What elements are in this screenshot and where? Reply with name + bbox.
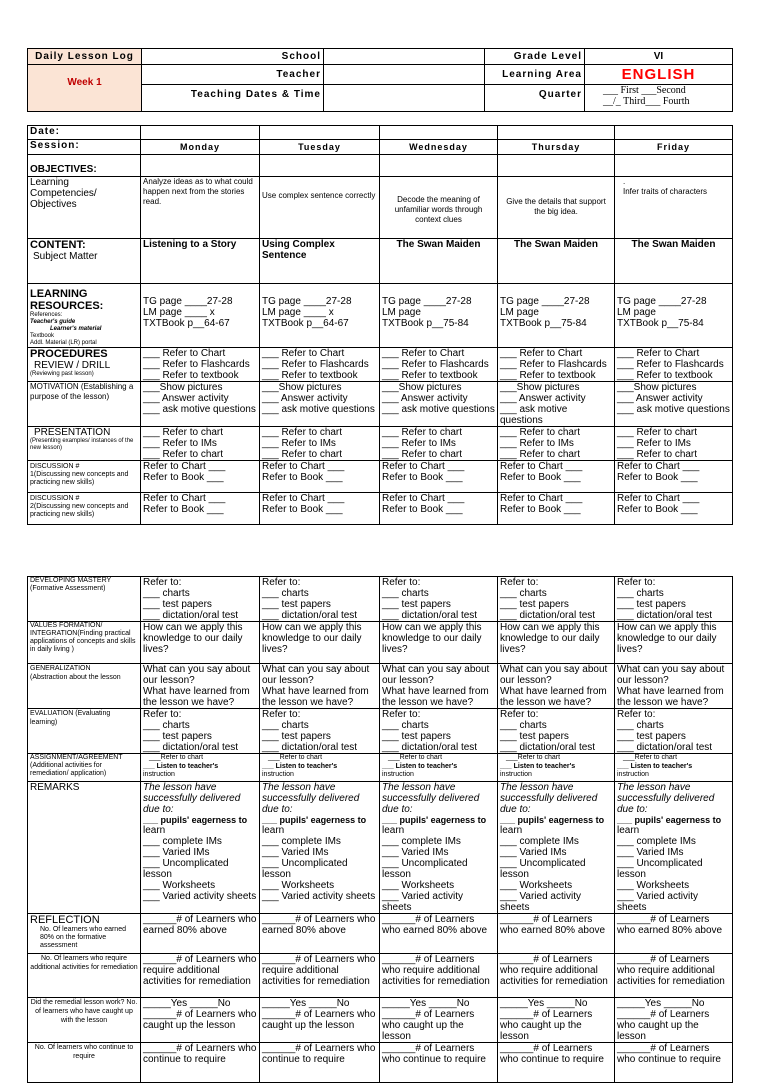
lesson-plan-table-2 bbox=[27, 576, 733, 1083]
remediation-friday: ______# of Learners who require additional activities for remediation bbox=[615, 954, 733, 998]
week-label: Week 1 bbox=[28, 65, 142, 112]
reflection-label-cell bbox=[28, 914, 141, 954]
learning-area-value: ENGLISH bbox=[585, 65, 733, 85]
grade-level-value: VI bbox=[585, 49, 733, 65]
reflection-tuesday: ______# of Learners who earned 80% above bbox=[260, 914, 380, 954]
values-tuesday: How can we apply this knowledge to our daily lives? bbox=[260, 622, 380, 664]
remarks-eagerness: ___ pupils' eagerness to bbox=[500, 815, 605, 825]
mastery-tuesday: Refer to: ___ charts ___ test papers ___ dictation/oral test bbox=[260, 577, 380, 622]
discussion-1-monday: Refer to Chart ___ Refer to Book ___ bbox=[141, 461, 260, 493]
resources-friday: TG page ____27-28 LM page TXTBook p__75-84 bbox=[615, 284, 733, 348]
teacher-label: Teacher bbox=[142, 65, 324, 85]
date-label: Date: bbox=[28, 126, 141, 140]
motivation-thursday: ___Show pictures ___ Answer activity ___ ask motive questions bbox=[498, 382, 615, 427]
remedial-friday: _____Yes _____No ______# of Learners who caught up the lesson bbox=[615, 998, 733, 1043]
continue-monday: ______# of Learners who continue to require bbox=[141, 1043, 260, 1083]
assignment-instruction: instruction bbox=[262, 771, 294, 778]
procedures-heading: PROCEDURES bbox=[30, 348, 108, 360]
evaluation-wednesday: Refer to: ___ charts ___ test papers ___ dictation/oral test bbox=[380, 709, 498, 754]
discussion-1-friday: Refer to Chart ___ Refer to Book ___ bbox=[615, 461, 733, 493]
grade-level-label: Grade Level bbox=[485, 49, 585, 65]
generalization-thursday: What can you say about our lesson? What have learned from the lesson we have? bbox=[498, 664, 615, 709]
review-tuesday: ___ Refer to Chart ___ Refer to Flashcards ___ Refer to textbook bbox=[260, 348, 380, 382]
objective-wednesday: Decode the meaning of unfamiliar words through context clues bbox=[380, 177, 498, 239]
remedial-wednesday: _____Yes _____No ______# of Learners who caught up the lesson bbox=[380, 998, 498, 1043]
remarks-eagerness: ___ pupils' eagerness to bbox=[262, 815, 367, 825]
content-label-cell bbox=[28, 239, 141, 284]
discussion-2-label: DISCUSSION # 2(Discussing new concepts and practicing new skills) bbox=[28, 493, 141, 525]
remarks-intro: The lesson have successfully delivered due to: bbox=[617, 782, 715, 815]
remediation-monday: ______# of Learners who require additional activities for remediation bbox=[141, 954, 260, 998]
discussion-1-tuesday: Refer to Chart ___ Refer to Book ___ bbox=[260, 461, 380, 493]
mastery-monday: Refer to: ___ charts ___ test papers ___ dictation/oral test bbox=[141, 577, 260, 622]
day-friday: Friday bbox=[615, 140, 733, 155]
assignment-instruction: instruction bbox=[500, 771, 532, 778]
review-wednesday: ___ Refer to Chart ___ Refer to Flashcards ___ Refer to textbook bbox=[380, 348, 498, 382]
day-thursday: Thursday bbox=[498, 140, 615, 155]
assignment-label: ASSIGNMENT/AGREEMENT (Additional activities for remediation/ application) bbox=[28, 754, 141, 782]
evaluation-friday: Refer to: ___ charts ___ test papers ___ dictation/oral test bbox=[615, 709, 733, 754]
quarter-label: Quarter bbox=[485, 85, 585, 112]
remarks-friday bbox=[615, 782, 733, 914]
remarks-intro: The lesson have successfully delivered due to: bbox=[143, 782, 241, 815]
reflection-label: REFLECTION bbox=[30, 914, 100, 926]
quarter-line-2: __/_ Third___ Fourth bbox=[603, 96, 690, 107]
day-monday: Monday bbox=[141, 140, 260, 155]
review-drill-sub: (Reviewing past lesson) bbox=[30, 371, 94, 377]
generalization-label: GENERALIZATION (Abstraction about the lesson bbox=[28, 664, 141, 709]
objective-thursday: Give the details that support the big idea. bbox=[498, 177, 615, 239]
continue-require-label: No. Of learners who continue to require bbox=[28, 1043, 141, 1083]
learning-area-label: Learning Area bbox=[485, 65, 585, 85]
content-heading: CONTENT: bbox=[30, 239, 86, 251]
resources-wednesday: TG page ____27-28 LM page TXTBook p__75-84 bbox=[380, 284, 498, 348]
assignment-chart: ___Refer to chart bbox=[149, 754, 204, 761]
references-label: References: bbox=[30, 312, 63, 318]
assignment-chart: ___Refer to chart bbox=[506, 754, 561, 761]
remedial-thursday: _____Yes _____No ______# of Learners who caught up the lesson bbox=[498, 998, 615, 1043]
presentation-label: PRESENTATION bbox=[34, 427, 111, 438]
remarks-eagerness: ___ pupils' eagerness to bbox=[143, 815, 248, 825]
values-wednesday: How can we apply this knowledge to our daily lives? bbox=[380, 622, 498, 664]
objectives-heading: OBJECTIVES: bbox=[28, 155, 141, 177]
evaluation-label: EVALUATION (Evaluating learning) bbox=[28, 709, 141, 754]
remarks-eagerness: ___ pupils' eagerness to bbox=[617, 815, 722, 825]
remarks-list: learn ___ complete IMs ___ Varied IMs ___ Uncomplicated lesson ___ Worksheets ___ Varied activity sheets bbox=[382, 825, 468, 913]
mastery-friday: Refer to: ___ charts ___ test papers ___ dictation/oral test bbox=[615, 577, 733, 622]
quarter-line-1: ___ First ___Second bbox=[603, 85, 686, 96]
content-wednesday: The Swan Maiden bbox=[380, 239, 498, 284]
generalization-wednesday: What can you say about our lesson? What have learned from the lesson we have? bbox=[380, 664, 498, 709]
school-value bbox=[324, 49, 485, 65]
values-monday: How can we apply this knowledge to our daily lives? bbox=[141, 622, 260, 664]
motivation-monday: ___Show pictures ___ Answer activity ___ ask motive questions bbox=[141, 382, 260, 427]
discussion-1-wednesday: Refer to Chart ___ Refer to Book ___ bbox=[380, 461, 498, 493]
objective-friday bbox=[615, 177, 733, 239]
discussion-2-monday: Refer to Chart ___ Refer to Book ___ bbox=[141, 493, 260, 525]
additional-material-label: Addl. Material (LR) portal bbox=[30, 340, 97, 346]
learning-resources-label-cell bbox=[28, 284, 141, 348]
assignment-chart: ___Refer to chart bbox=[623, 754, 678, 761]
assignment-chart: ___Refer to chart bbox=[268, 754, 323, 761]
developing-mastery-label: DEVELOPING MASTERY (Formative Assessment) bbox=[28, 577, 141, 622]
friday-mark: . bbox=[623, 177, 626, 186]
generalization-friday: What can you say about our lesson? What have learned from the lesson we have? bbox=[615, 664, 733, 709]
objective-monday: Analyze ideas as to what could happen next from the stories read. bbox=[141, 177, 260, 239]
content-thursday: The Swan Maiden bbox=[498, 239, 615, 284]
assignment-listen: ___ Listen to teacher's bbox=[382, 763, 458, 770]
review-friday: ___ Refer to Chart ___ Refer to Flashcards ___ Refer to textbook bbox=[615, 348, 733, 382]
learners-material-label: Learner's material bbox=[50, 326, 102, 332]
mastery-thursday: Refer to: ___ charts ___ test papers ___ dictation/oral test bbox=[498, 577, 615, 622]
presentation-friday: ___ Refer to chart ___ Refer to IMs ___ Refer to chart bbox=[615, 427, 733, 461]
presentation-tuesday: ___ Refer to chart ___ Refer to IMs ___ Refer to chart bbox=[260, 427, 380, 461]
remarks-intro: The lesson have successfully delivered due to: bbox=[262, 782, 360, 815]
discussion-2-thursday: Refer to Chart ___ Refer to Book ___ bbox=[498, 493, 615, 525]
textbook-label: Textbook bbox=[30, 333, 55, 339]
continue-tuesday: ______# of Learners who continue to require bbox=[260, 1043, 380, 1083]
mastery-wednesday: Refer to: ___ charts ___ test papers ___ dictation/oral test bbox=[380, 577, 498, 622]
motivation-wednesday: ___Show pictures ___ Answer activity ___ ask motive questions bbox=[380, 382, 498, 427]
remarks-intro: The lesson have successfully delivered due to: bbox=[500, 782, 598, 815]
objective-tuesday: Use complex sentence correctly bbox=[260, 177, 380, 239]
learning-resources-heading: LEARNING RESOURCES: bbox=[30, 288, 104, 312]
lesson-plan-table-1 bbox=[27, 125, 733, 525]
remarks-list: learn ___ complete IMs ___ Varied IMs ___ Uncomplicated lesson ___ Worksheets ___ Varied activity sheets bbox=[617, 825, 703, 913]
remediation-thursday: ______# of Learners who require additional activities for remediation bbox=[498, 954, 615, 998]
values-thursday: How can we apply this knowledge to our daily lives? bbox=[498, 622, 615, 664]
motivation-label: MOTIVATION (Establishing a purpose of the lesson) bbox=[28, 382, 141, 427]
daily-lesson-log-title: Daily Lesson Log bbox=[28, 49, 142, 65]
remarks-tuesday bbox=[260, 782, 380, 914]
remedial-tuesday: _____Yes _____No ______# of Learners who caught up the lesson bbox=[260, 998, 380, 1043]
discussion-1-thursday: Refer to Chart ___ Refer to Book ___ bbox=[498, 461, 615, 493]
presentation-wednesday: ___ Refer to chart ___ Refer to IMs ___ Refer to chart bbox=[380, 427, 498, 461]
content-monday: Listening to a Story bbox=[141, 239, 260, 284]
reflection-sub: No. Of learners who earned 80% on the formative assessment bbox=[40, 926, 126, 949]
evaluation-thursday: Refer to: ___ charts ___ test papers ___ dictation/oral test bbox=[498, 709, 615, 754]
assignment-thursday bbox=[498, 754, 615, 782]
remarks-list: learn ___ complete IMs ___ Varied IMs ___ Uncomplicated lesson ___ Worksheets ___ Varied activity sheets bbox=[143, 825, 257, 902]
presentation-monday: ___ Refer to chart ___ Refer to IMs ___ Refer to chart bbox=[141, 427, 260, 461]
assignment-friday bbox=[615, 754, 733, 782]
generalization-monday: What can you say about our lesson? What have learned from the lesson we have? bbox=[141, 664, 260, 709]
header-table bbox=[27, 48, 733, 112]
discussion-2-friday: Refer to Chart ___ Refer to Book ___ bbox=[615, 493, 733, 525]
remarks-monday bbox=[141, 782, 260, 914]
assignment-listen: ___ Listen to teacher's bbox=[500, 763, 576, 770]
generalization-tuesday: What can you say about our lesson? What have learned from the lesson we have? bbox=[260, 664, 380, 709]
review-thursday: ___ Refer to Chart ___ Refer to Flashcards ___ Refer to textbook bbox=[498, 348, 615, 382]
remedial-monday: _____Yes _____No ______# of Learners who caught up the lesson bbox=[141, 998, 260, 1043]
teaching-dates-value bbox=[324, 85, 485, 112]
assignment-wednesday bbox=[380, 754, 498, 782]
motivation-friday: ___Show pictures ___ Answer activity ___ ask motive questions bbox=[615, 382, 733, 427]
reflection-wednesday: ______# of Learners who earned 80% above bbox=[380, 914, 498, 954]
remarks-label: REMARKS bbox=[28, 782, 141, 914]
reflection-friday: ______# of Learners who earned 80% above bbox=[615, 914, 733, 954]
assignment-chart: ___Refer to chart bbox=[388, 754, 443, 761]
assignment-listen: ___ Listen to teacher's bbox=[143, 763, 219, 770]
review-drill-label: REVIEW / DRILL bbox=[34, 360, 111, 371]
assignment-listen: ___ Listen to teacher's bbox=[262, 763, 338, 770]
discussion-1-label: DISCUSSION # 1(Discussing new concepts and practicing new skills) bbox=[28, 461, 141, 493]
presentation-thursday: ___ Refer to chart ___ Refer to IMs ___ Refer to chart bbox=[498, 427, 615, 461]
content-friday: The Swan Maiden bbox=[615, 239, 733, 284]
continue-friday: ______# of Learners who continue to require bbox=[615, 1043, 733, 1083]
assignment-tuesday bbox=[260, 754, 380, 782]
remarks-wednesday bbox=[380, 782, 498, 914]
remarks-eagerness: ___ pupils' eagerness to bbox=[382, 815, 487, 825]
subject-matter-label: Subject Matter bbox=[33, 251, 98, 262]
motivation-tuesday: ___Show pictures ___ Answer activity ___ ask motive questions bbox=[260, 382, 380, 427]
resources-thursday: TG page ____27-28 LM page TXTBook p__75-84 bbox=[498, 284, 615, 348]
assignment-listen: ___ Listen to teacher's bbox=[617, 763, 693, 770]
day-wednesday: Wednesday bbox=[380, 140, 498, 155]
session-label: Session: bbox=[28, 140, 141, 155]
reflection-thursday: ______# of Learners who earned 80% above bbox=[498, 914, 615, 954]
resources-monday: TG page ____27-28 LM page ____ x TXTBook p__64-67 bbox=[141, 284, 260, 348]
remediation-tuesday: ______# of Learners who require additional activities for remediation bbox=[260, 954, 380, 998]
day-tuesday: Tuesday bbox=[260, 140, 380, 155]
review-monday: ___ Refer to Chart ___ Refer to Flashcards ___ Refer to textbook bbox=[141, 348, 260, 382]
evaluation-monday: Refer to: ___ charts ___ test papers ___ dictation/oral test bbox=[141, 709, 260, 754]
teachers-guide-label: Teacher's guide bbox=[30, 319, 76, 325]
assignment-instruction: instruction bbox=[382, 771, 414, 778]
learning-competencies-label: Learning Competencies/ Objectives bbox=[28, 177, 141, 239]
values-formation-label: VALUES FORMATION/ INTEGRATION(Finding practical applications of concepts and skills in daily living ) bbox=[28, 622, 141, 664]
teaching-dates-label: Teaching Dates & Time bbox=[142, 85, 324, 112]
remarks-thursday bbox=[498, 782, 615, 914]
discussion-2-tuesday: Refer to Chart ___ Refer to Book ___ bbox=[260, 493, 380, 525]
assignment-instruction: instruction bbox=[617, 771, 649, 778]
content-tuesday: Using Complex Sentence bbox=[260, 239, 380, 284]
teacher-value bbox=[324, 65, 485, 85]
evaluation-tuesday: Refer to: ___ charts ___ test papers ___ dictation/oral test bbox=[260, 709, 380, 754]
remarks-list: learn ___ complete IMs ___ Varied IMs ___ Uncomplicated lesson ___ Worksheets ___ Varied activity sheets bbox=[262, 825, 376, 902]
remarks-intro: The lesson have successfully delivered due to: bbox=[382, 782, 480, 815]
presentation-sub: (Presenting examples/ instances of the new lesson) bbox=[30, 438, 134, 451]
quarter-value bbox=[585, 85, 733, 112]
assignment-monday bbox=[141, 754, 260, 782]
remediation-label: No. Of learners who require additional activities for remediation bbox=[28, 954, 141, 998]
reflection-monday: ______# of Learners who earned 80% above bbox=[141, 914, 260, 954]
resources-tuesday: TG page ____27-28 LM page ____ x TXTBook p__64-67 bbox=[260, 284, 380, 348]
remediation-wednesday: ______# of Learners who require additional activities for remediation bbox=[380, 954, 498, 998]
continue-thursday: ______# of Learners who continue to require bbox=[498, 1043, 615, 1083]
school-label: School bbox=[142, 49, 324, 65]
remedial-lesson-label: Did the remedial lesson work? No. of learners who have caught up with the lesson bbox=[28, 998, 141, 1043]
assignment-instruction: instruction bbox=[143, 771, 175, 778]
values-friday: How can we apply this knowledge to our daily lives? bbox=[615, 622, 733, 664]
discussion-2-wednesday: Refer to Chart ___ Refer to Book ___ bbox=[380, 493, 498, 525]
procedures-label-cell bbox=[28, 348, 141, 382]
objective-friday-text: Infer traits of characters bbox=[623, 187, 708, 196]
presentation-label-cell bbox=[28, 427, 141, 461]
remarks-list: learn ___ complete IMs ___ Varied IMs ___ Uncomplicated lesson ___ Worksheets ___ Varied activity sheets bbox=[500, 825, 586, 913]
continue-wednesday: ______# of Learners who continue to require bbox=[380, 1043, 498, 1083]
